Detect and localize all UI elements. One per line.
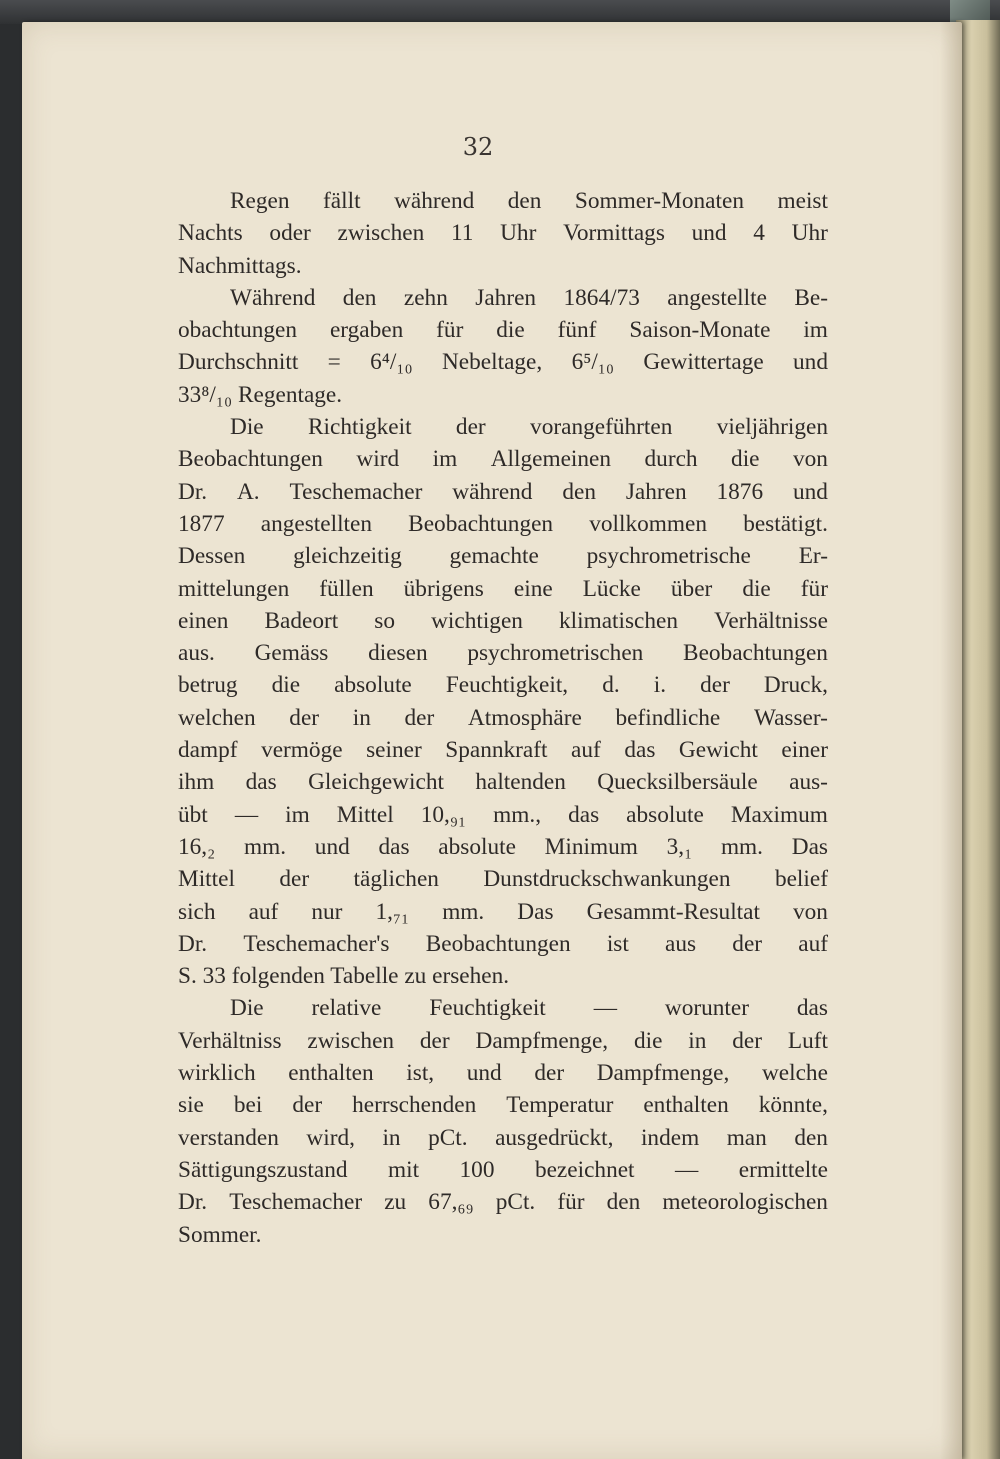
text-line: Dr. A. Teschemacher während den Jahren 1876 und <box>178 478 828 505</box>
text-line: betrug die absolute Feuchtigkeit, d. i. der Druck, <box>178 672 828 699</box>
text-line: wirklich enthalten ist, und der Dampfmenge, welche <box>178 1060 828 1087</box>
text-line: Nachmittags. <box>178 252 302 279</box>
text-line: Dessen gleichzeitig gemachte psychrometrische Er- <box>178 543 828 570</box>
text-line: Die Richtigkeit der vorangeführten vieljährigen <box>230 414 828 441</box>
text-line: Dr. Teschemacher's Beobachtungen ist aus der auf <box>178 930 828 957</box>
text-line: 16,₂ mm. und das absolute Minimum 3,₁ mm. Das <box>178 833 828 860</box>
gutter-shadow <box>940 22 962 1459</box>
text-line: Während den zehn Jahren 1864/73 angestellte Be- <box>230 284 828 311</box>
text-line: verstanden wird, in pCt. ausgedrückt, indem man den <box>178 1124 828 1151</box>
text-line: ihm das Gleichgewicht haltenden Quecksilbersäule aus- <box>178 769 828 796</box>
text-line: dampf vermöge seiner Spannkraft auf das Gewicht einer <box>178 737 828 764</box>
text-line: Sommer. <box>178 1221 262 1248</box>
text-line: Regen fällt während den Sommer-Monaten meist <box>230 188 828 214</box>
text-line: Die relative Feuchtigkeit — worunter das <box>230 995 828 1022</box>
text-line: obachtungen ergaben für die fünf Saison-Monate im <box>178 317 828 344</box>
text-line: Sättigungszustand mit 100 bezeichnet — ermittelte <box>178 1156 828 1183</box>
text-line: einen Badeort so wichtigen klimatischen Verhältnisse <box>178 607 828 634</box>
scan-background <box>0 0 1000 24</box>
text-line: aus. Gemäss diesen psychrometrischen Beobachtungen <box>178 640 828 667</box>
body-text <box>178 185 828 1251</box>
text-line: Durchschnitt = 6⁴/₁₀ Nebeltage, 6⁵/₁₀ Gewittertage und <box>178 349 828 376</box>
text-line: S. 33 folgenden Tabelle zu ersehen. <box>178 963 510 990</box>
text-line: Mittel der täglichen Dunstdruckschwankungen belief <box>178 866 828 893</box>
text-line: mittelungen füllen übrigens eine Lücke über die für <box>178 575 828 602</box>
text-line: Beobachtungen wird im Allgemeinen durch die von <box>178 446 828 473</box>
text-line: sich auf nur 1,₇₁ mm. Das Gesammt-Resultat von <box>178 898 828 925</box>
adjacent-page-edge <box>956 20 1000 1459</box>
text-line: Nachts oder zwischen 11 Uhr Vormittags und 4 Uhr <box>178 220 828 247</box>
text-line: 33⁸/₁₀ Regentage. <box>178 381 343 408</box>
text-line: übt — im Mittel 10,₉₁ mm., das absolute Maximum <box>178 801 828 828</box>
text-line: sie bei der herrschenden Temperatur enthalten könnte, <box>178 1092 828 1119</box>
text-line: Dr. Teschemacher zu 67,₆₉ pCt. für den meteorologischen <box>178 1189 828 1216</box>
text-line: 1877 angestellten Beobachtungen vollkommen bestätigt. <box>178 510 828 537</box>
text-line: welchen der in der Atmosphäre befindliche Wasser- <box>178 704 828 731</box>
text-line: Verhältniss zwischen der Dampfmenge, die in der Luft <box>178 1027 828 1054</box>
page-number: 32 <box>462 133 494 161</box>
